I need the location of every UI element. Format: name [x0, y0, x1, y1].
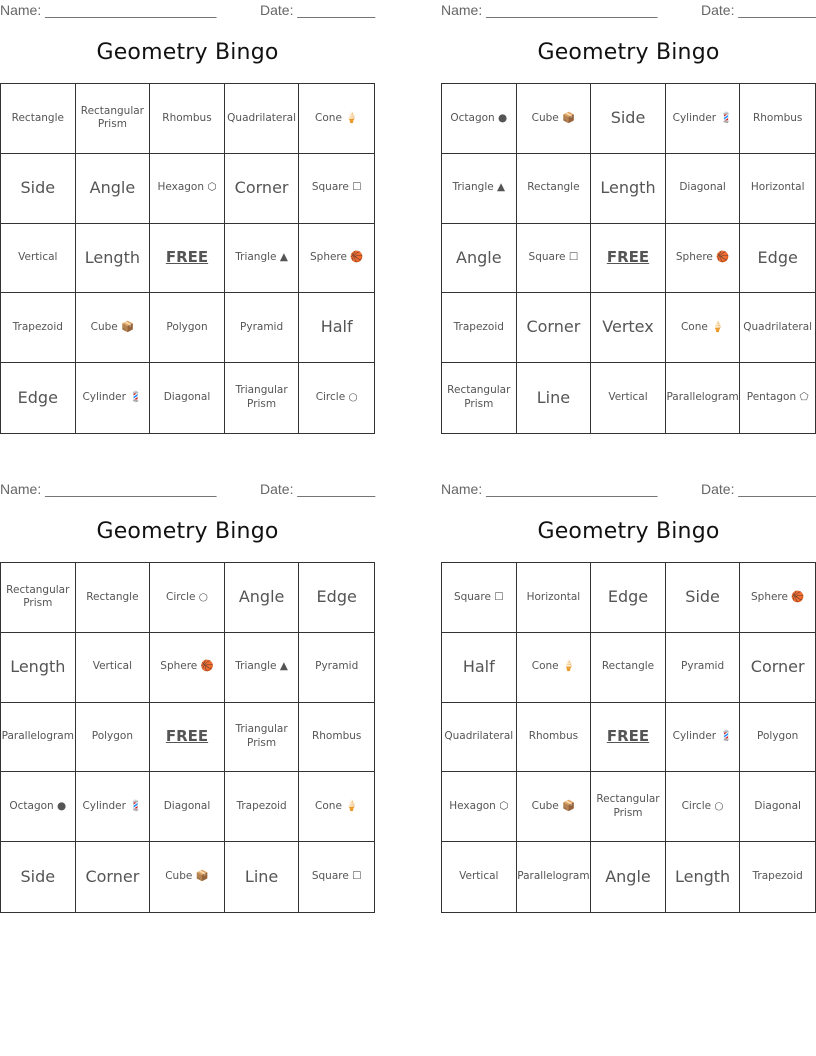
bingo-cell: Edge: [1, 363, 76, 433]
bingo-cell: Hexagon ⬡: [150, 154, 225, 224]
bingo-cell: Vertical: [1, 224, 76, 294]
bingo-cell: Cube 📦: [517, 84, 592, 154]
bingo-cell: Trapezoid: [752, 870, 803, 883]
bingo-cell: Quadrilateral: [225, 84, 300, 154]
bingo-cell: Cone 🍦: [299, 772, 374, 842]
bingo-cell: Sphere 🏀: [740, 563, 815, 633]
date-field-label: Date: __________: [260, 2, 376, 18]
free-space-cell: FREE: [591, 224, 666, 294]
bingo-cell: Circle ○: [666, 772, 741, 842]
bingo-cell: Rectangle: [1, 84, 76, 154]
bingo-cell: Parallelogram: [666, 363, 741, 433]
bingo-cell: Side: [666, 563, 741, 633]
name-field-label: Name: ______________________: [0, 481, 217, 497]
bingo-cell: Angle: [442, 224, 517, 294]
bingo-cell: Diagonal: [150, 772, 225, 842]
bingo-cell: Triangular Prism: [225, 363, 300, 433]
bingo-cell: Rectangle: [591, 633, 666, 703]
bingo-cell: Vertical: [76, 633, 151, 703]
bingo-grid: [441, 83, 816, 434]
card-title: Geometry Bingo: [537, 40, 720, 65]
bingo-cell: Length: [666, 842, 741, 912]
bingo-cell: Vertex: [591, 293, 666, 363]
bingo-cell: Diagonal: [740, 772, 815, 842]
bingo-cell: Rhombus: [740, 84, 815, 154]
bingo-cell: Vertical: [442, 842, 517, 912]
bingo-cell: Rhombus: [517, 703, 592, 773]
bingo-cell: Edge: [740, 224, 815, 294]
bingo-card-2: [441, 0, 816, 432]
date-field-label: Date: __________: [701, 481, 816, 497]
bingo-cell: Quadrilateral: [442, 703, 517, 773]
name-field-label: Name: ______________________: [441, 2, 658, 18]
bingo-cell: Rhombus: [299, 703, 374, 773]
bingo-grid: [0, 562, 375, 913]
bingo-cell: Cone 🍦: [666, 293, 741, 363]
bingo-cell: Half: [442, 633, 517, 703]
bingo-cell: Rectangular Prism: [591, 772, 666, 842]
bingo-cell: Sphere 🏀: [666, 224, 741, 294]
bingo-cell: Pyramid: [299, 633, 374, 703]
bingo-cell: Half: [299, 293, 374, 363]
bingo-cell: Sphere 🏀: [150, 633, 225, 703]
bingo-cell: Circle ○: [150, 563, 225, 633]
bingo-cell: Parallelogram: [1, 703, 76, 773]
bingo-cell: Side: [1, 154, 76, 224]
bingo-card-4: [441, 479, 816, 911]
bingo-cell: Line: [517, 363, 592, 433]
bingo-cell: Triangle ▲: [225, 633, 300, 703]
bingo-cell: Pyramid: [666, 633, 741, 703]
bingo-cell: Cylinder 💈: [76, 772, 151, 842]
free-space-cell: FREE: [591, 703, 666, 773]
bingo-cell: Pentagon ⬠: [746, 391, 809, 404]
bingo-cell: Diagonal: [666, 154, 741, 224]
bingo-cell: Corner: [76, 842, 151, 912]
bingo-cell: Octagon ●: [442, 84, 517, 154]
bingo-cell: Circle ○: [315, 391, 358, 404]
name-date-row: [0, 479, 375, 501]
bingo-cell: Polygon: [76, 703, 151, 773]
bingo-cell: Square ☐: [311, 870, 362, 883]
bingo-cell: Rhombus: [150, 84, 225, 154]
bingo-cell: Vertical: [591, 363, 666, 433]
name-date-row: [441, 0, 816, 22]
bingo-cell: Cone 🍦: [517, 633, 592, 703]
bingo-cell: Quadrilateral: [740, 293, 815, 363]
date-field-label: Date: __________: [701, 2, 816, 18]
bingo-cell: Length: [1, 633, 76, 703]
bingo-cell: Sphere 🏀: [299, 224, 374, 294]
bingo-cell: Corner: [225, 154, 300, 224]
bingo-cell: Octagon ●: [1, 772, 76, 842]
card-title: Geometry Bingo: [96, 40, 279, 65]
bingo-cell: Cylinder 💈: [666, 84, 741, 154]
bingo-cell: Parallelogram: [517, 842, 592, 912]
bingo-cell: Rectangular Prism: [442, 363, 517, 433]
free-space-cell: FREE: [150, 703, 225, 773]
bingo-cell: Side: [591, 84, 666, 154]
name-date-row: [441, 479, 816, 501]
bingo-cell: Cube 📦: [517, 772, 592, 842]
bingo-cell: Rectangular Prism: [76, 84, 151, 154]
bingo-cell: Polygon: [740, 703, 815, 773]
bingo-cell: Triangle ▲: [225, 224, 300, 294]
bingo-cell: Trapezoid: [225, 772, 300, 842]
bingo-cell: Polygon: [150, 293, 225, 363]
bingo-cell: Angle: [591, 842, 666, 912]
card-title: Geometry Bingo: [537, 519, 720, 544]
bingo-cell: Angle: [225, 563, 300, 633]
bingo-cell: Cube 📦: [150, 842, 225, 912]
bingo-cell: Square ☐: [442, 563, 517, 633]
bingo-cell: Edge: [591, 563, 666, 633]
bingo-grid: [0, 83, 375, 434]
bingo-cell: Diagonal: [150, 363, 225, 433]
date-field-label: Date: __________: [260, 481, 376, 497]
bingo-cell: Trapezoid: [1, 293, 76, 363]
bingo-cell: Rectangular Prism: [1, 563, 76, 633]
bingo-cell: Cylinder 💈: [666, 703, 741, 773]
bingo-cell: Rectangle: [76, 563, 151, 633]
bingo-cell: Cone 🍦: [299, 84, 374, 154]
bingo-cell: Length: [76, 224, 151, 294]
bingo-cell: Square ☐: [299, 154, 374, 224]
bingo-cell: Corner: [517, 293, 592, 363]
bingo-cell: Angle: [76, 154, 151, 224]
bingo-cell: Horizontal: [740, 154, 815, 224]
bingo-cell: Pyramid: [225, 293, 300, 363]
bingo-cell: Triangular Prism: [225, 703, 300, 773]
name-field-label: Name: ______________________: [0, 2, 217, 18]
bingo-cell: Cube 📦: [76, 293, 151, 363]
bingo-card-1: [0, 0, 375, 432]
bingo-cell: Rectangle: [517, 154, 592, 224]
free-space-cell: FREE: [150, 224, 225, 294]
bingo-cell: Hexagon ⬡: [442, 772, 517, 842]
bingo-cell: Edge: [299, 563, 374, 633]
bingo-cell: Horizontal: [517, 563, 592, 633]
bingo-cell: Line: [225, 842, 300, 912]
card-title: Geometry Bingo: [96, 519, 279, 544]
bingo-cell: Trapezoid: [442, 293, 517, 363]
bingo-cell: Side: [1, 842, 76, 912]
bingo-cell: Cylinder 💈: [76, 363, 151, 433]
name-field-label: Name: ______________________: [441, 481, 658, 497]
bingo-grid: [441, 562, 816, 913]
bingo-card-3: [0, 479, 375, 911]
bingo-cell: Square ☐: [517, 224, 592, 294]
bingo-cell: Triangle ▲: [442, 154, 517, 224]
bingo-cell: Corner: [740, 633, 815, 703]
name-date-row: [0, 0, 375, 22]
bingo-cell: Length: [591, 154, 666, 224]
